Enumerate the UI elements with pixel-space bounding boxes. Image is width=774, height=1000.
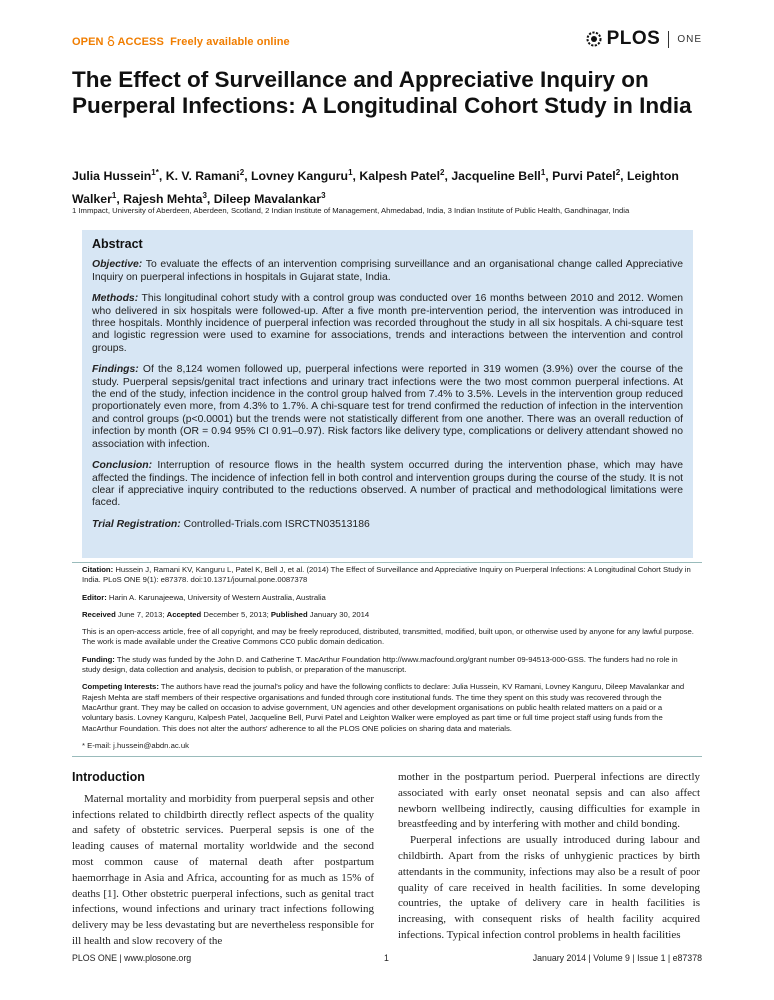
footer-page-number: 1 [384,953,389,963]
meta-bottom-rule [72,756,702,757]
abstract-objective: Objective: To evaluate the effects of an intervention comprising surveillance and an organisational change called Appreciative Inquiry on puerperal infections in hospitals in Gujarat state, India. [92,259,683,283]
author-affiliation-mark: 1 [540,168,546,177]
author-name: Julia Hussein [72,169,152,184]
author-name: Jacqueline Bell [451,169,541,184]
abstract-findings: Findings: Of the 8,124 women followed up, puerperal infections were reported in 319 women (3.9%) over the course of the study. Puerperal sepsis/genital tract infections and urinary tract infections were the two most common puerperal infections. At the end of the study, infection incidence in the control group halved from 7.4% to 3.5%. Levels in the intervention group reduced proportionately even more, from 4.3% to 1.7%. A chi-square test for trend confirmed the reduction of infection in the intervention and control groups (p<0.0001) but the trends were not statistically different from one another. There was an overall reduction of infection by month (OR = 0.94 95% CI 0.91–0.97). Risk factors like delivery type, complications or delivery attendant showed no association with infection. [92,364,683,450]
author-name: Purvi Patel [552,169,616,184]
logo-one: ONE [677,33,702,45]
author-affiliation-mark: 2 [239,168,245,177]
intro-paragraph-1: Maternal mortality and morbidity from puerperal sepsis and other infections related to childbirth directly reflect aspects of the quality and safety of obstetric services. Puerperal sepsis is one of the leading causes of maternal mortality worldwide and the second most common cause of maternal death after postpartum haemorrhage in Asia and Africa, accounting for as much as 15% of deaths [1]. Other obstetric puerperal infections, such as genital tract infections, wound infections and urinary tract infections following delivery may be less devastating but are nevertheless responsible for ill health and slow recovery of the [72,792,374,947]
abstract-trial-registration: Trial Registration: Controlled-Trials.com ISRCTN03513186 [92,518,370,530]
author-affiliation-mark: 1* [151,168,159,177]
author-name: Rajesh Mehta [123,192,203,207]
plos-gear-icon [585,30,603,48]
abstract-heading: Abstract [92,237,143,251]
author-affiliation-mark: 3 [202,191,207,201]
affiliations: 1 Immpact, University of Aberdeen, Aberdeen, Scotland, 2 Indian Institute of Management, Ahmedabad, India, 3 Indian Institute of Public Health, Gandhinagar, India [72,206,630,215]
dates: Received June 7, 2013; Accepted December 5, 2013; Published January 30, 2014 [82,609,370,619]
plos-one-logo [585,28,702,50]
funding: Funding: The study was funded by the John D. and Catherine T. MacArthur Foundation http://www.macfound.org/grant number 09-94513-000-GSS. The funders had no role in study design, data collection and analysis, decision to publish, or preparation of the manuscript. [82,654,678,675]
intro-paragraph-1-cont: mother in the postpartum period. Puerperal infections are directly associated with early onset neonatal sepsis and can also affect newborn wellbeing indirectly, causing difficulties for example in breastfeeding and by interfering with mother and child bonding. [398,771,700,831]
logo-word: PLOS [606,28,661,49]
abstract-methods: Methods: This longitudinal cohort study with a control group was conducted over 16 months between 2010 and 2012. Women who delivered in six hospitals were followed-up. After a five month pre-intervention period, the intervention was introduced in three hospitals. Monthly incidence of puerperal infection was recorded throughout the study in all six hospitals. A chi-square test and logistic regression were used to examine for associations, trends and interactions between the intervention and control groups. [92,293,683,354]
access-label: ACCESS [117,36,164,48]
copyright: This is an open-access article, free of all copyright, and may be freely reproduced, distributed, transmitted, modified, built upon, or otherwise used by anyone for any lawful purpose. The work is made available under the Creative Commons CC0 public domain dedication. [82,627,694,647]
open-lock-icon [107,36,115,46]
competing-interests: Competing Interests: The authors have read the journal's policy and have the following conflicts to declare: Julia Hussein, KV Ramani, Lovney Kanguru, Dileep Mavalankar and Rajesh Mehta are staff members of their respective organisations and funded through core institutional funds. The time they spent on this study was recovered through the MacArthur grant. They may be called on occasion to advise government, UN agencies and other development organisations on public health related matters on a paid or a voluntary basis. Lovney Kanguru, Kalpesh Patel, Jacqueline Bell, Purvi Patel and Leighton Walker were employed as part time or full time project staff using funds from the MacArthur Foundation. This does not alter the authors' adherence to all the PLOS ONE policies on sharing data and materials. [82,682,685,733]
intro-heading: Introduction [72,770,145,784]
author-name: Leighton Walker [72,169,679,207]
email[interactable]: * E-mail: j.hussein@abdn.ac.uk [82,740,189,750]
intro-right-column [398,770,700,944]
open-label: OPEN [72,36,104,48]
author-affiliation-mark: 1 [348,168,353,177]
article-title: The Effect of Surveillance and Appreciative Inquiry on Puerperal Infections: A Longitudinal Cohort Study in India [72,67,692,118]
editor: Editor: Harin A. Karunajeewa, University of Western Australia, Australia [82,592,326,602]
footer-issue: January 2014 | Volume 9 | Issue 1 | e87378 [532,953,702,963]
author-affiliation-mark: 3 [321,191,326,201]
author-name: K. V. Ramani [165,169,240,184]
author-affiliation-mark: 1 [111,191,117,201]
footer-journal: PLOS ONE | www.plosone.org [72,953,192,963]
author-affiliation-mark: 2 [615,168,621,177]
author-name: Kalpesh Patel [359,169,441,184]
intro-left-column [72,770,374,950]
open-access-banner [72,36,290,48]
author-name: Dileep Mavalankar [213,192,322,207]
meta-top-rule [72,562,702,563]
intro-paragraph-2: Puerperal infections are usually introduced during labour and childbirth. Apart from the risks of unhygienic practices by birth attendants in the community, infections may also be a result of poor quality of care received in health facilities. In some developing countries, the uptake of delivery care in health facilities is increasing, with consequent risks of health facility acquired infections. Typical infection control problems in health facilities [398,834,700,941]
freely-available-label: Freely available online [170,36,290,48]
author-list: Julia Hussein$^{1*}$, K. V. Ramani$^2$, Lovney Kanguru$^1$, Kalpesh Patel$^2$, Jacqueline Bell$^1$, Purvi Patel$^2$, Leighton Walker$^1$, Rajesh Mehta$^3$, Dileep Mavalankar$^3$ [72,168,679,207]
citation: Citation: Hussein J, Ramani KV, Kanguru L, Patel K, Bell J, et al. (2014) The Effect of Surveillance and Appreciative Inquiry on Puerperal Infections: A Longitudinal Cohort Study in India. PLoS ONE 9(1): e87378. doi:10.1371/journal.pone.0087378 [82,565,691,585]
author-name: Lovney Kanguru [251,169,349,184]
article-metadata [82,565,694,758]
abstract-conclusion: Conclusion: Interruption of resource flows in the health system occurred during the intervention phase, which may have affected the findings. The incidence of infection fell in both control and intervention groups during the course of the study. It is not clear if appreciative inquiry contributed to the reductions observed. A number of practical and methodological limitations were faced. [92,460,683,509]
author-affiliation-mark: 2 [440,168,445,177]
abstract-box [82,230,693,558]
